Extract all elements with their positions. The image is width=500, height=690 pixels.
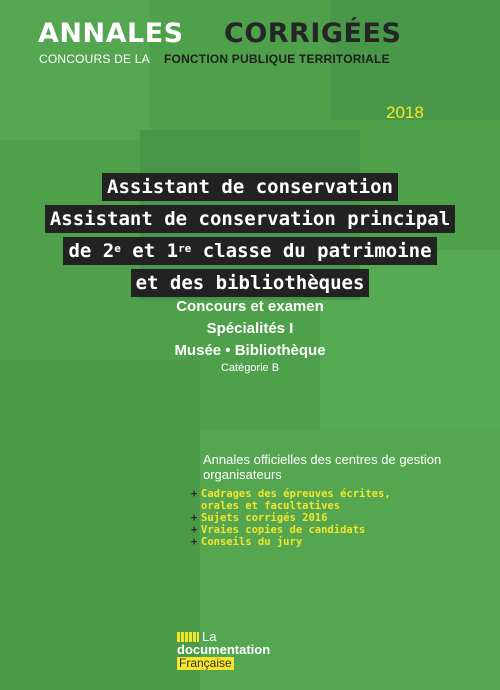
list-item: + Sujets corrigés 2016 [191, 512, 328, 524]
barcode-stripes-icon [177, 632, 199, 642]
exam-category: Catégorie B [220, 362, 280, 374]
title-line: Assistant de conservation principal [45, 205, 455, 233]
list-item: + Vraies copies de candidats [191, 524, 366, 536]
exam-fields: Musée • Bibliothèque [174, 342, 326, 359]
contents-list [191, 488, 391, 548]
publisher-name-line: Française [179, 656, 232, 670]
publisher-name-line: La [202, 629, 217, 644]
bullet-marker: + [191, 512, 198, 524]
exam-type: Concours et examen [176, 298, 324, 315]
bullet-marker: + [191, 524, 198, 536]
series-subtitle: CONCOURS DE LA [39, 52, 150, 66]
series-title-accent: CORRIGÉES [224, 18, 402, 49]
exam-specialty: Spécialités I [206, 320, 294, 337]
bg-tile [0, 360, 200, 690]
bullet-marker: + [191, 488, 198, 500]
series-title: ANNALES [38, 18, 184, 49]
list-item: + Cadrages des épreuves écrites, orales et facultatives [191, 488, 391, 512]
edition-year: 2018 [386, 103, 424, 122]
title-line: Assistant de conservation [102, 173, 398, 201]
bullet-marker: + [191, 536, 198, 548]
list-item: + Conseils du jury [191, 536, 303, 548]
title-line: et des bibliothèques [131, 269, 370, 297]
series-subtitle-accent: FONCTION PUBLIQUE TERRITORIALE [164, 52, 390, 66]
publisher-name-line: documentation [177, 642, 271, 657]
intro-text: Annales officielles des centres de gestion organisateurs [203, 452, 442, 482]
book-title [0, 173, 500, 301]
title-line: de 2e et 1re classe du patrimoine [63, 237, 436, 265]
